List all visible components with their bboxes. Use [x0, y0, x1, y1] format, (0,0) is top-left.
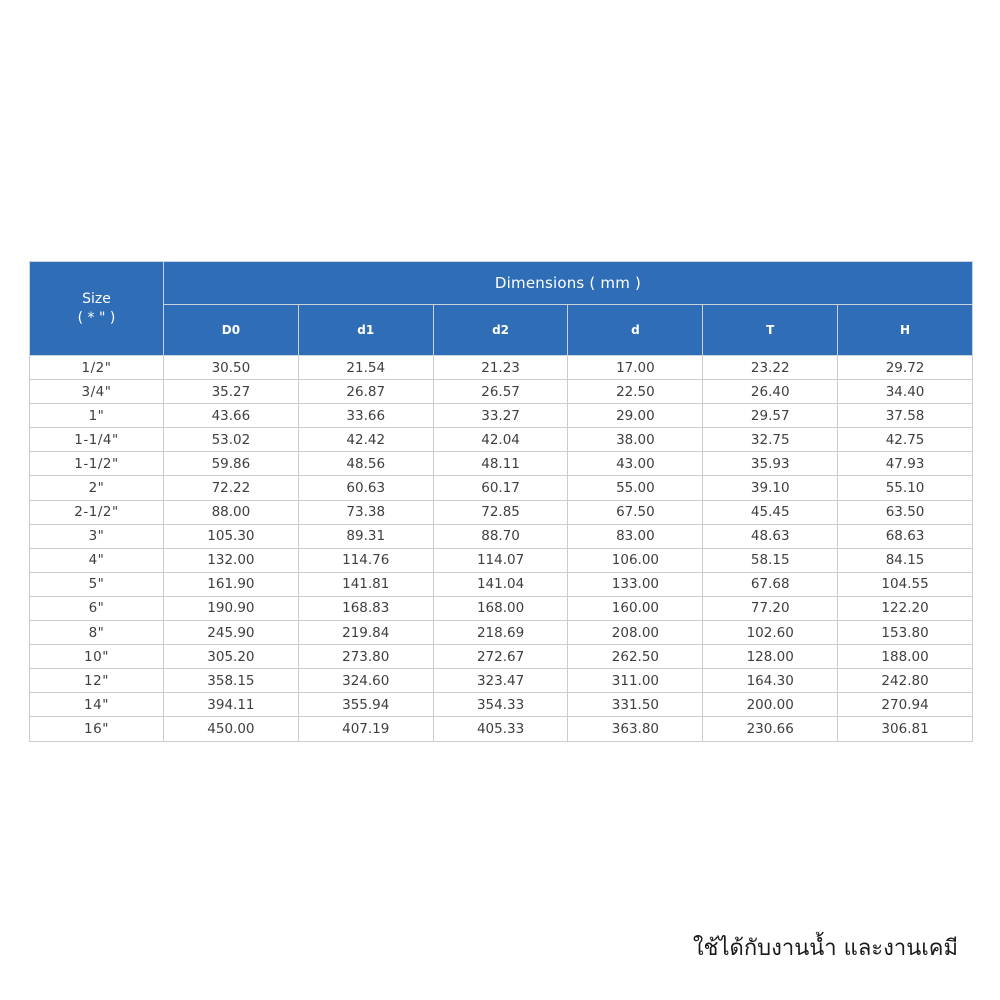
value-cell-d2: 405.33 [433, 717, 568, 741]
value-cell-h: 63.50 [838, 500, 973, 524]
value-cell-h: 306.81 [838, 717, 973, 741]
value-cell-t: 29.57 [703, 404, 838, 428]
value-cell-d1: 324.60 [298, 669, 433, 693]
table-row [30, 380, 973, 404]
value-cell-d: 38.00 [568, 428, 703, 452]
value-cell-d1: 60.63 [298, 476, 433, 500]
size-cell: 8" [30, 621, 164, 645]
value-cell-d0: 132.00 [164, 548, 299, 572]
value-cell-d0: 394.11 [164, 693, 299, 717]
value-cell-t: 32.75 [703, 428, 838, 452]
table-row [30, 596, 973, 620]
value-cell-d: 160.00 [568, 596, 703, 620]
size-cell: 5" [30, 572, 164, 596]
value-cell-t: 102.60 [703, 621, 838, 645]
value-cell-t: 200.00 [703, 693, 838, 717]
value-cell-d2: 26.57 [433, 380, 568, 404]
value-cell-h: 122.20 [838, 596, 973, 620]
value-cell-d2: 42.04 [433, 428, 568, 452]
value-cell-d1: 355.94 [298, 693, 433, 717]
value-cell-d1: 48.56 [298, 452, 433, 476]
value-cell-d2: 88.70 [433, 524, 568, 548]
value-cell-d: 262.50 [568, 645, 703, 669]
value-cell-d: 29.00 [568, 404, 703, 428]
size-cell: 4" [30, 548, 164, 572]
value-cell-d2: 33.27 [433, 404, 568, 428]
value-cell-d: 22.50 [568, 380, 703, 404]
value-cell-d0: 59.86 [164, 452, 299, 476]
value-cell-t: 58.15 [703, 548, 838, 572]
value-cell-d: 106.00 [568, 548, 703, 572]
value-cell-d2: 354.33 [433, 693, 568, 717]
value-cell-t: 77.20 [703, 596, 838, 620]
table-row [30, 645, 973, 669]
value-cell-t: 67.68 [703, 572, 838, 596]
value-cell-d: 133.00 [568, 572, 703, 596]
value-cell-d: 311.00 [568, 669, 703, 693]
value-cell-d2: 60.17 [433, 476, 568, 500]
value-cell-h: 37.58 [838, 404, 973, 428]
value-cell-d0: 53.02 [164, 428, 299, 452]
value-cell-d: 55.00 [568, 476, 703, 500]
size-cell: 1-1/2" [30, 452, 164, 476]
table-row [30, 572, 973, 596]
table-row [30, 693, 973, 717]
value-cell-t: 35.93 [703, 452, 838, 476]
value-cell-d1: 26.87 [298, 380, 433, 404]
value-cell-d1: 273.80 [298, 645, 433, 669]
value-cell-t: 230.66 [703, 717, 838, 741]
value-cell-d2: 48.11 [433, 452, 568, 476]
value-cell-d0: 72.22 [164, 476, 299, 500]
value-cell-d: 208.00 [568, 621, 703, 645]
size-cell: 1-1/4" [30, 428, 164, 452]
size-cell: 1/2" [30, 356, 164, 380]
value-cell-d0: 358.15 [164, 669, 299, 693]
value-cell-d1: 219.84 [298, 621, 433, 645]
value-cell-t: 45.45 [703, 500, 838, 524]
size-cell: 12" [30, 669, 164, 693]
value-cell-d1: 168.83 [298, 596, 433, 620]
size-cell: 16" [30, 717, 164, 741]
size-cell: 3/4" [30, 380, 164, 404]
size-cell: 2" [30, 476, 164, 500]
table-row [30, 404, 973, 428]
column-header-row [30, 305, 973, 356]
value-cell-d0: 35.27 [164, 380, 299, 404]
value-cell-d: 43.00 [568, 452, 703, 476]
size-header [30, 262, 164, 356]
value-cell-d2: 114.07 [433, 548, 568, 572]
table-row [30, 717, 973, 741]
value-cell-h: 29.72 [838, 356, 973, 380]
value-cell-t: 26.40 [703, 380, 838, 404]
value-cell-t: 39.10 [703, 476, 838, 500]
value-cell-h: 42.75 [838, 428, 973, 452]
value-cell-d1: 42.42 [298, 428, 433, 452]
value-cell-d1: 114.76 [298, 548, 433, 572]
value-cell-d2: 141.04 [433, 572, 568, 596]
value-cell-d: 67.50 [568, 500, 703, 524]
value-cell-h: 188.00 [838, 645, 973, 669]
column-header-d2: d2 [433, 305, 568, 356]
table-row [30, 621, 973, 645]
value-cell-h: 242.80 [838, 669, 973, 693]
table-row [30, 524, 973, 548]
value-cell-d: 331.50 [568, 693, 703, 717]
value-cell-h: 153.80 [838, 621, 973, 645]
dimensions-table [29, 261, 973, 742]
value-cell-d: 83.00 [568, 524, 703, 548]
size-cell: 2-1/2" [30, 500, 164, 524]
size-cell: 10" [30, 645, 164, 669]
value-cell-d1: 33.66 [298, 404, 433, 428]
table-header-row [30, 262, 973, 305]
column-header-d: d [568, 305, 703, 356]
value-cell-d0: 305.20 [164, 645, 299, 669]
value-cell-d2: 21.23 [433, 356, 568, 380]
column-header-d0: D0 [164, 305, 299, 356]
value-cell-h: 270.94 [838, 693, 973, 717]
size-cell: 14" [30, 693, 164, 717]
value-cell-d2: 72.85 [433, 500, 568, 524]
value-cell-h: 55.10 [838, 476, 973, 500]
value-cell-d2: 272.67 [433, 645, 568, 669]
table-row [30, 500, 973, 524]
value-cell-d0: 245.90 [164, 621, 299, 645]
value-cell-h: 84.15 [838, 548, 973, 572]
table-row [30, 669, 973, 693]
value-cell-d0: 450.00 [164, 717, 299, 741]
value-cell-d2: 168.00 [433, 596, 568, 620]
value-cell-d: 17.00 [568, 356, 703, 380]
value-cell-t: 128.00 [703, 645, 838, 669]
column-header-h: H [838, 305, 973, 356]
table-body [30, 356, 973, 742]
value-cell-d: 363.80 [568, 717, 703, 741]
value-cell-d2: 218.69 [433, 621, 568, 645]
value-cell-d2: 323.47 [433, 669, 568, 693]
value-cell-d1: 407.19 [298, 717, 433, 741]
dimensions-group-header: Dimensions ( mm ) [164, 262, 973, 305]
value-cell-h: 34.40 [838, 380, 973, 404]
value-cell-d1: 89.31 [298, 524, 433, 548]
value-cell-h: 68.63 [838, 524, 973, 548]
size-header-unit: ( * " ) [77, 309, 116, 326]
value-cell-t: 164.30 [703, 669, 838, 693]
size-cell: 6" [30, 596, 164, 620]
table-row [30, 548, 973, 572]
value-cell-d0: 161.90 [164, 572, 299, 596]
value-cell-d0: 30.50 [164, 356, 299, 380]
table-row [30, 452, 973, 476]
table-row [30, 476, 973, 500]
value-cell-d1: 73.38 [298, 500, 433, 524]
table-row [30, 356, 973, 380]
value-cell-t: 48.63 [703, 524, 838, 548]
size-header-label: Size [82, 290, 111, 307]
value-cell-h: 104.55 [838, 572, 973, 596]
value-cell-d1: 21.54 [298, 356, 433, 380]
column-header-d1: d1 [298, 305, 433, 356]
table-row [30, 428, 973, 452]
size-cell: 1" [30, 404, 164, 428]
value-cell-d0: 43.66 [164, 404, 299, 428]
value-cell-d0: 105.30 [164, 524, 299, 548]
column-header-t: T [703, 305, 838, 356]
value-cell-d0: 88.00 [164, 500, 299, 524]
value-cell-h: 47.93 [838, 452, 973, 476]
footer-note: ใช้ได้กับงานน้ำ และงานเคมี [692, 936, 958, 961]
value-cell-d1: 141.81 [298, 572, 433, 596]
size-cell: 3" [30, 524, 164, 548]
value-cell-t: 23.22 [703, 356, 838, 380]
value-cell-d0: 190.90 [164, 596, 299, 620]
